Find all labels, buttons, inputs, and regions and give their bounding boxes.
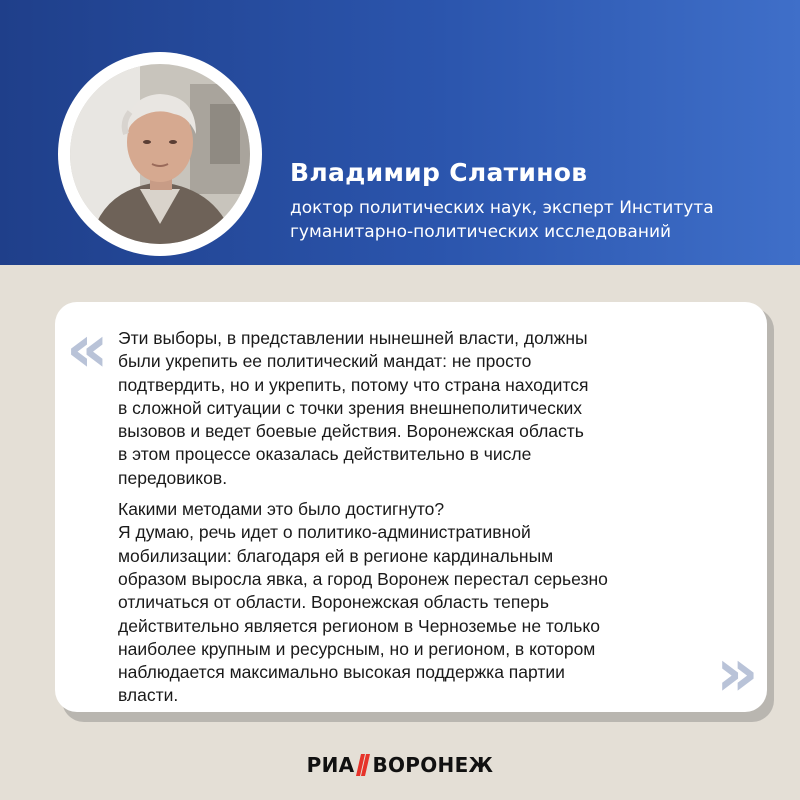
- logo-text-right: ВОРОНЕЖ: [372, 753, 494, 777]
- quote-line: власти.: [118, 685, 179, 706]
- speaker-title-line: доктор политических наук, эксперт Института: [290, 198, 714, 218]
- portrait-photo: [70, 64, 250, 244]
- quote-open-icon: «: [66, 310, 109, 387]
- quote-close-icon: »: [716, 634, 759, 711]
- quote-text: [118, 327, 748, 708]
- quote-line: в этом процессе оказалась действительно в числе: [118, 444, 532, 465]
- quote-line: наблюдается максимально высокая поддержка партии: [118, 662, 565, 683]
- quote-line: мобилизации: благодаря ей в регионе кардинальным: [118, 545, 554, 566]
- quote-line: вызовов и ведет боевые действия. Воронежская область: [118, 421, 584, 442]
- quote-line: Эти выборы, в представлении нынешней власти, должны: [118, 328, 588, 348]
- quote-line: передовиков.: [118, 467, 228, 488]
- logo-mark-icon: [356, 754, 370, 776]
- quote-line: Какими методами это было достигнуто?: [118, 499, 445, 520]
- quote-line: наиболее крупным и ресурсным, но и регионом, в котором: [118, 638, 596, 659]
- quote-line: Я думаю, речь идет о политико-административной: [118, 522, 531, 543]
- quote-paragraph: [118, 498, 748, 708]
- quote-line: были укрепить ее политический мандат: не просто: [118, 351, 532, 372]
- quote-line: в сложной ситуации с точки зрения внешнеполитических: [118, 397, 583, 418]
- logo-text-left: РИА: [306, 753, 355, 777]
- quote-paragraph: [118, 327, 748, 490]
- speaker-title-line: гуманитарно-политических исследований: [290, 222, 672, 242]
- speaker-name: Владимир Слатинов: [290, 158, 588, 187]
- quote-line: действительно является регионом в Черноземье не только: [118, 615, 601, 636]
- quote-line: подтвердить, но и укрепить, потому что страна находится: [118, 374, 589, 395]
- ria-voronezh-logo: [300, 752, 500, 778]
- avatar: [70, 64, 250, 244]
- quote-line: отличаться от области. Воронежская область теперь: [118, 592, 549, 613]
- speaker-title: [290, 196, 770, 244]
- quote-line: образом выросла явка, а город Воронеж перестал серьезно: [118, 568, 608, 589]
